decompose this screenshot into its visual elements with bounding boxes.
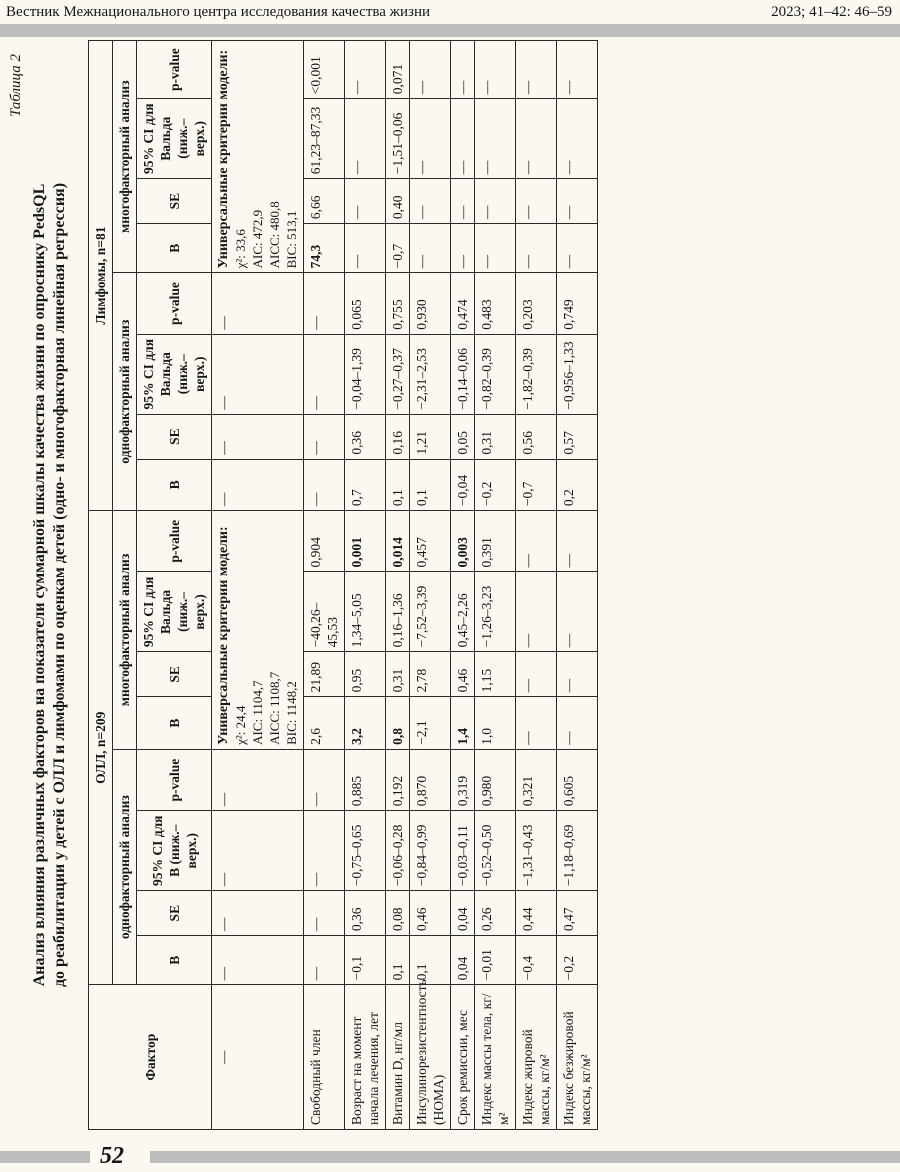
criteria-aic: AIC: 1104,7: [250, 680, 265, 745]
cell-oll-multi-se: 0,95: [345, 652, 386, 697]
cell-oll-uni-se: 0,44: [516, 891, 557, 936]
factor-name: Индекс безжировой массы, кг/м²: [557, 985, 598, 1130]
cell-oll-uni-b: 0,04: [451, 936, 475, 985]
cell-lym-uni-ci: −0,14–0,06: [451, 334, 475, 414]
cell-oll-multi-se: 0,31: [386, 652, 410, 697]
table-row: [475, 41, 516, 1130]
cell-oll-multi-ci: —: [516, 572, 557, 652]
issue-info: 2023; 41–42: 46–59: [771, 4, 892, 20]
header-row-columns: [137, 41, 212, 1130]
cell-oll-multi-ci: 0,45–2,26: [451, 572, 475, 652]
col-b: B: [137, 459, 212, 510]
cell-lym-multi-p: 0,071: [386, 41, 410, 99]
cell-oll-uni-ci: −0,06–0,28: [386, 811, 410, 891]
factor-name: Витамин D, нг/мл: [386, 985, 410, 1130]
cell-oll-multi-p: 0,001: [345, 511, 386, 572]
col-ci: 95% CI для B (ниж.–верх.): [137, 811, 212, 891]
cell-lym-uni-ci: —: [304, 334, 345, 414]
cell-lym-uni-ci: −0,82–0,39: [475, 334, 516, 414]
cell-lym-multi-se: —: [475, 179, 516, 224]
cell-lym-uni-p: 0,203: [516, 273, 557, 334]
cell-oll-uni-se: 0,46: [410, 891, 451, 936]
cell: —: [212, 334, 304, 414]
cell-oll-uni-b: 0,1: [410, 936, 451, 985]
cell-lym-multi-ci: 61,23–87,33: [304, 99, 345, 179]
cell-lym-uni-ci: −1,82–0,39: [516, 334, 557, 414]
lym-multi-header: многофакторный анализ: [113, 41, 137, 273]
lym-uni-header: однофакторный анализ: [113, 273, 137, 511]
cell-lym-multi-b: —: [451, 224, 475, 273]
table-label: Таблица 2: [8, 54, 24, 117]
criteria-chi2: χ²: 33,6: [233, 229, 248, 269]
page-footer: [0, 1145, 900, 1172]
criteria-title: Универсальные критерии модели:: [216, 526, 231, 745]
cell-oll-multi-p: —: [557, 511, 598, 572]
cell-lym-uni-p: 0,755: [386, 273, 410, 334]
page-number: 52: [100, 1143, 124, 1169]
cell-lym-uni-b: 0,2: [557, 459, 598, 510]
col-se: SE: [137, 891, 212, 936]
cell-lym-uni-b: −0,04: [451, 459, 475, 510]
cell-lym-uni-ci: −0,27–0,37: [386, 334, 410, 414]
cell: —: [212, 811, 304, 891]
cell-lym-multi-p: —: [516, 41, 557, 99]
cell-lym-multi-se: 0,40: [386, 179, 410, 224]
factor-header: Фактор: [89, 985, 212, 1130]
cell-oll-multi-p: 0,457: [410, 511, 451, 572]
cell-lym-multi-p: —: [557, 41, 598, 99]
cell-lym-multi-ci: —: [475, 99, 516, 179]
criteria-chi2: χ²: 24,4: [233, 705, 248, 745]
cell-oll-multi-ci: −40,26–45,53: [304, 572, 345, 652]
cell-lym-uni-p: 0,749: [557, 273, 598, 334]
cell-lym-multi-ci: —: [410, 99, 451, 179]
cell-lym-multi-b: −0,7: [386, 224, 410, 273]
cell-oll-uni-se: 0,04: [451, 891, 475, 936]
cell-lym-uni-se: 0,05: [451, 414, 475, 459]
cell-lym-uni-b: 0,7: [345, 459, 386, 510]
cell-oll-uni-p: —: [304, 749, 345, 810]
criteria-title: Универсальные критерии модели:: [216, 49, 231, 269]
cell-oll-uni-b: −0,1: [345, 936, 386, 985]
cell-lym-multi-se: —: [557, 179, 598, 224]
cell-oll-multi-se: 2,78: [410, 652, 451, 697]
cell-lym-uni-se: 0,56: [516, 414, 557, 459]
cell: —: [212, 273, 304, 334]
header-row-groups: [89, 41, 113, 1130]
col-se: SE: [137, 414, 212, 459]
journal-title: Вестник Межнационального центра исследования качества жизни: [6, 4, 431, 20]
cell-oll-uni-b: 0,1: [386, 936, 410, 985]
table-row: [304, 41, 345, 1130]
cell-oll-uni-p: 0,192: [386, 749, 410, 810]
factor-name: Возраст на момент начала лечения, лет: [345, 985, 386, 1130]
cell-lym-uni-b: —: [304, 459, 345, 510]
cell-oll-uni-p: 0,605: [557, 749, 598, 810]
cell-oll-multi-se: 21,89: [304, 652, 345, 697]
col-ci: 95% CI для Вальда (ниж.–верх.): [137, 334, 212, 414]
criteria-aic: AIC: 472,9: [250, 209, 265, 269]
cell-oll-uni-se: 0,47: [557, 891, 598, 936]
cell-oll-multi-se: —: [516, 652, 557, 697]
cell-lym-multi-ci: −1,51–0,06: [386, 99, 410, 179]
cell-lym-uni-p: 0,483: [475, 273, 516, 334]
cell-lym-multi-b: —: [410, 224, 451, 273]
cell-oll-uni-ci: −0,52–0,50: [475, 811, 516, 891]
cell-lym-multi-ci: —: [451, 99, 475, 179]
table-row: [451, 41, 475, 1130]
cell-oll-multi-ci: 0,16–1,36: [386, 572, 410, 652]
cell-lym-uni-se: 0,31: [475, 414, 516, 459]
factor-name: Инсулинорезистентность (HOMA): [410, 985, 451, 1130]
cell-oll-uni-ci: −0,75–0,65: [345, 811, 386, 891]
cell: —: [212, 936, 304, 985]
cell-oll-multi-p: 0,904: [304, 511, 345, 572]
cell-oll-multi-b: 2,6: [304, 697, 345, 750]
cell-lym-multi-b: —: [475, 224, 516, 273]
cell-lym-multi-p: —: [410, 41, 451, 99]
col-b: B: [137, 697, 212, 750]
cell-oll-uni-se: 0,26: [475, 891, 516, 936]
cell-oll-uni-ci: −1,18–0,69: [557, 811, 598, 891]
table-row: [410, 41, 451, 1130]
criteria-aicc: AICC: 1108,7: [267, 671, 282, 745]
cell-oll-multi-ci: —: [557, 572, 598, 652]
cell-lym-uni-b: −0,7: [516, 459, 557, 510]
cell-lym-multi-b: 74,3: [304, 224, 345, 273]
cell-oll-uni-p: 0,321: [516, 749, 557, 810]
criteria-aicc: AICC: 480,8: [267, 201, 282, 269]
cell-oll-uni-ci: −1,31–0,43: [516, 811, 557, 891]
cell-lym-multi-ci: —: [345, 99, 386, 179]
cell-lym-multi-se: —: [410, 179, 451, 224]
col-se: SE: [137, 179, 212, 224]
cell-oll-uni-p: 0,885: [345, 749, 386, 810]
cell-lym-uni-b: −0,2: [475, 459, 516, 510]
table-row: [345, 41, 386, 1130]
col-p: p-value: [137, 511, 212, 572]
criteria-factor-dash: —: [212, 985, 304, 1130]
cell-lym-multi-b: —: [516, 224, 557, 273]
cell-oll-multi-b: —: [516, 697, 557, 750]
table-row: [516, 41, 557, 1130]
oll-model-criteria: [212, 511, 304, 750]
cell-oll-multi-b: 3,2: [345, 697, 386, 750]
cell-oll-multi-b: 0,8: [386, 697, 410, 750]
cell-lym-uni-se: 0,57: [557, 414, 598, 459]
col-ci: 95% CI для Вальда (ниж.–верх.): [137, 99, 212, 179]
criteria-bic: BIC: 1148,2: [284, 681, 299, 745]
cell-oll-uni-p: 0,980: [475, 749, 516, 810]
factor-name: Свободный член: [304, 985, 345, 1130]
cell-oll-uni-b: —: [304, 936, 345, 985]
cell-lym-uni-p: 0,065: [345, 273, 386, 334]
col-p: p-value: [137, 41, 212, 99]
cell-oll-multi-se: 0,46: [451, 652, 475, 697]
cell-lym-uni-se: 0,16: [386, 414, 410, 459]
data-rows: [304, 41, 598, 1130]
cell-oll-uni-p: 0,319: [451, 749, 475, 810]
cell-lym-multi-p: <0,001: [304, 41, 345, 99]
cell-oll-multi-b: 1,0: [475, 697, 516, 750]
cell-oll-multi-p: 0,391: [475, 511, 516, 572]
cell-oll-multi-se: —: [557, 652, 598, 697]
cell-oll-uni-se: —: [304, 891, 345, 936]
criteria-row: [212, 41, 304, 1130]
col-p: p-value: [137, 273, 212, 334]
cell-lym-multi-ci: —: [516, 99, 557, 179]
col-se: SE: [137, 652, 212, 697]
table-title-line-1: Анализ влияния различных факторов на показатели суммарной шкалы качества жизни по опроснику PedsQL: [31, 183, 48, 987]
table-title: [30, 80, 70, 1090]
cell-oll-multi-ci: −7,52–3,39: [410, 572, 451, 652]
header-row-analysis: [113, 41, 137, 1130]
cell-oll-uni-se: 0,08: [386, 891, 410, 936]
cell-oll-uni-se: 0,36: [345, 891, 386, 936]
cell: —: [212, 891, 304, 936]
footer-rule-left: [0, 1151, 90, 1163]
cell-oll-multi-p: 0,003: [451, 511, 475, 572]
cell-oll-multi-ci: −1,26–3,23: [475, 572, 516, 652]
factor-name: Индекс массы тела, кг/м²: [475, 985, 516, 1130]
cell-lym-uni-ci: −0,956–1,33: [557, 334, 598, 414]
cell-lym-multi-se: —: [516, 179, 557, 224]
cell-oll-uni-b: −0,01: [475, 936, 516, 985]
cell-lym-multi-p: —: [451, 41, 475, 99]
cell-lym-multi-p: —: [475, 41, 516, 99]
cell-oll-uni-b: −0,2: [557, 936, 598, 985]
table-title-line-2: до реабилитации у детей с ОЛЛ и лимфомами по оценкам детей (одно- и многофакторная линейная регрессия): [51, 182, 68, 988]
cell-oll-uni-b: −0,4: [516, 936, 557, 985]
table-row: [557, 41, 598, 1130]
group-oll-header: ОЛЛ, n=209: [89, 511, 113, 985]
cell-oll-multi-se: 1,15: [475, 652, 516, 697]
cell-lym-multi-b: —: [557, 224, 598, 273]
cell-lym-uni-p: 0,930: [410, 273, 451, 334]
cell-lym-multi-ci: —: [557, 99, 598, 179]
lym-model-criteria: [212, 41, 304, 273]
col-ci: 95% CI для Вальда (ниж.–верх.): [137, 572, 212, 652]
cell-oll-uni-p: 0,870: [410, 749, 451, 810]
col-b: B: [137, 936, 212, 985]
cell-lym-uni-p: 0,474: [451, 273, 475, 334]
table-row: [386, 41, 410, 1130]
oll-multi-header: многофакторный анализ: [113, 511, 137, 750]
cell: —: [212, 459, 304, 510]
cell-oll-multi-b: —: [557, 697, 598, 750]
running-header: [0, 0, 900, 22]
cell-oll-multi-b: −2,1: [410, 697, 451, 750]
cell-lym-multi-se: —: [451, 179, 475, 224]
cell-lym-multi-p: —: [345, 41, 386, 99]
cell-lym-uni-ci: −2,31–2,53: [410, 334, 451, 414]
cell-lym-uni-b: 0,1: [410, 459, 451, 510]
cell-oll-uni-ci: −0,84–0,99: [410, 811, 451, 891]
cell-oll-multi-b: 1,4: [451, 697, 475, 750]
cell-lym-uni-b: 0,1: [386, 459, 410, 510]
cell-oll-uni-ci: −0,03–0,11: [451, 811, 475, 891]
rotated-table-page: [0, 40, 810, 1130]
criteria-bic: BIC: 513,1: [284, 210, 299, 269]
cell-lym-uni-ci: −0,04–1,39: [345, 334, 386, 414]
regression-table: [88, 40, 598, 1130]
cell-oll-multi-ci: 1,34–5,05: [345, 572, 386, 652]
cell-lym-uni-se: —: [304, 414, 345, 459]
cell: —: [212, 749, 304, 810]
factor-name: Срок ремиссии, мес: [451, 985, 475, 1130]
group-lymphoma-header: Лимфомы, n=81: [89, 41, 113, 511]
oll-uni-header: однофакторный анализ: [113, 749, 137, 985]
cell-lym-multi-se: —: [345, 179, 386, 224]
col-b: B: [137, 224, 212, 273]
cell: —: [212, 414, 304, 459]
col-p: p-value: [137, 749, 212, 810]
cell-oll-multi-p: —: [516, 511, 557, 572]
cell-lym-uni-se: 0,36: [345, 414, 386, 459]
header-rule: [0, 24, 900, 37]
cell-lym-uni-p: —: [304, 273, 345, 334]
cell-oll-multi-p: 0,014: [386, 511, 410, 572]
factor-name: Индекс жировой массы, кг/м²: [516, 985, 557, 1130]
cell-lym-uni-se: 1,21: [410, 414, 451, 459]
cell-lym-multi-b: —: [345, 224, 386, 273]
cell-lym-multi-se: 6,66: [304, 179, 345, 224]
footer-rule-right: [150, 1151, 900, 1163]
cell-oll-uni-ci: —: [304, 811, 345, 891]
